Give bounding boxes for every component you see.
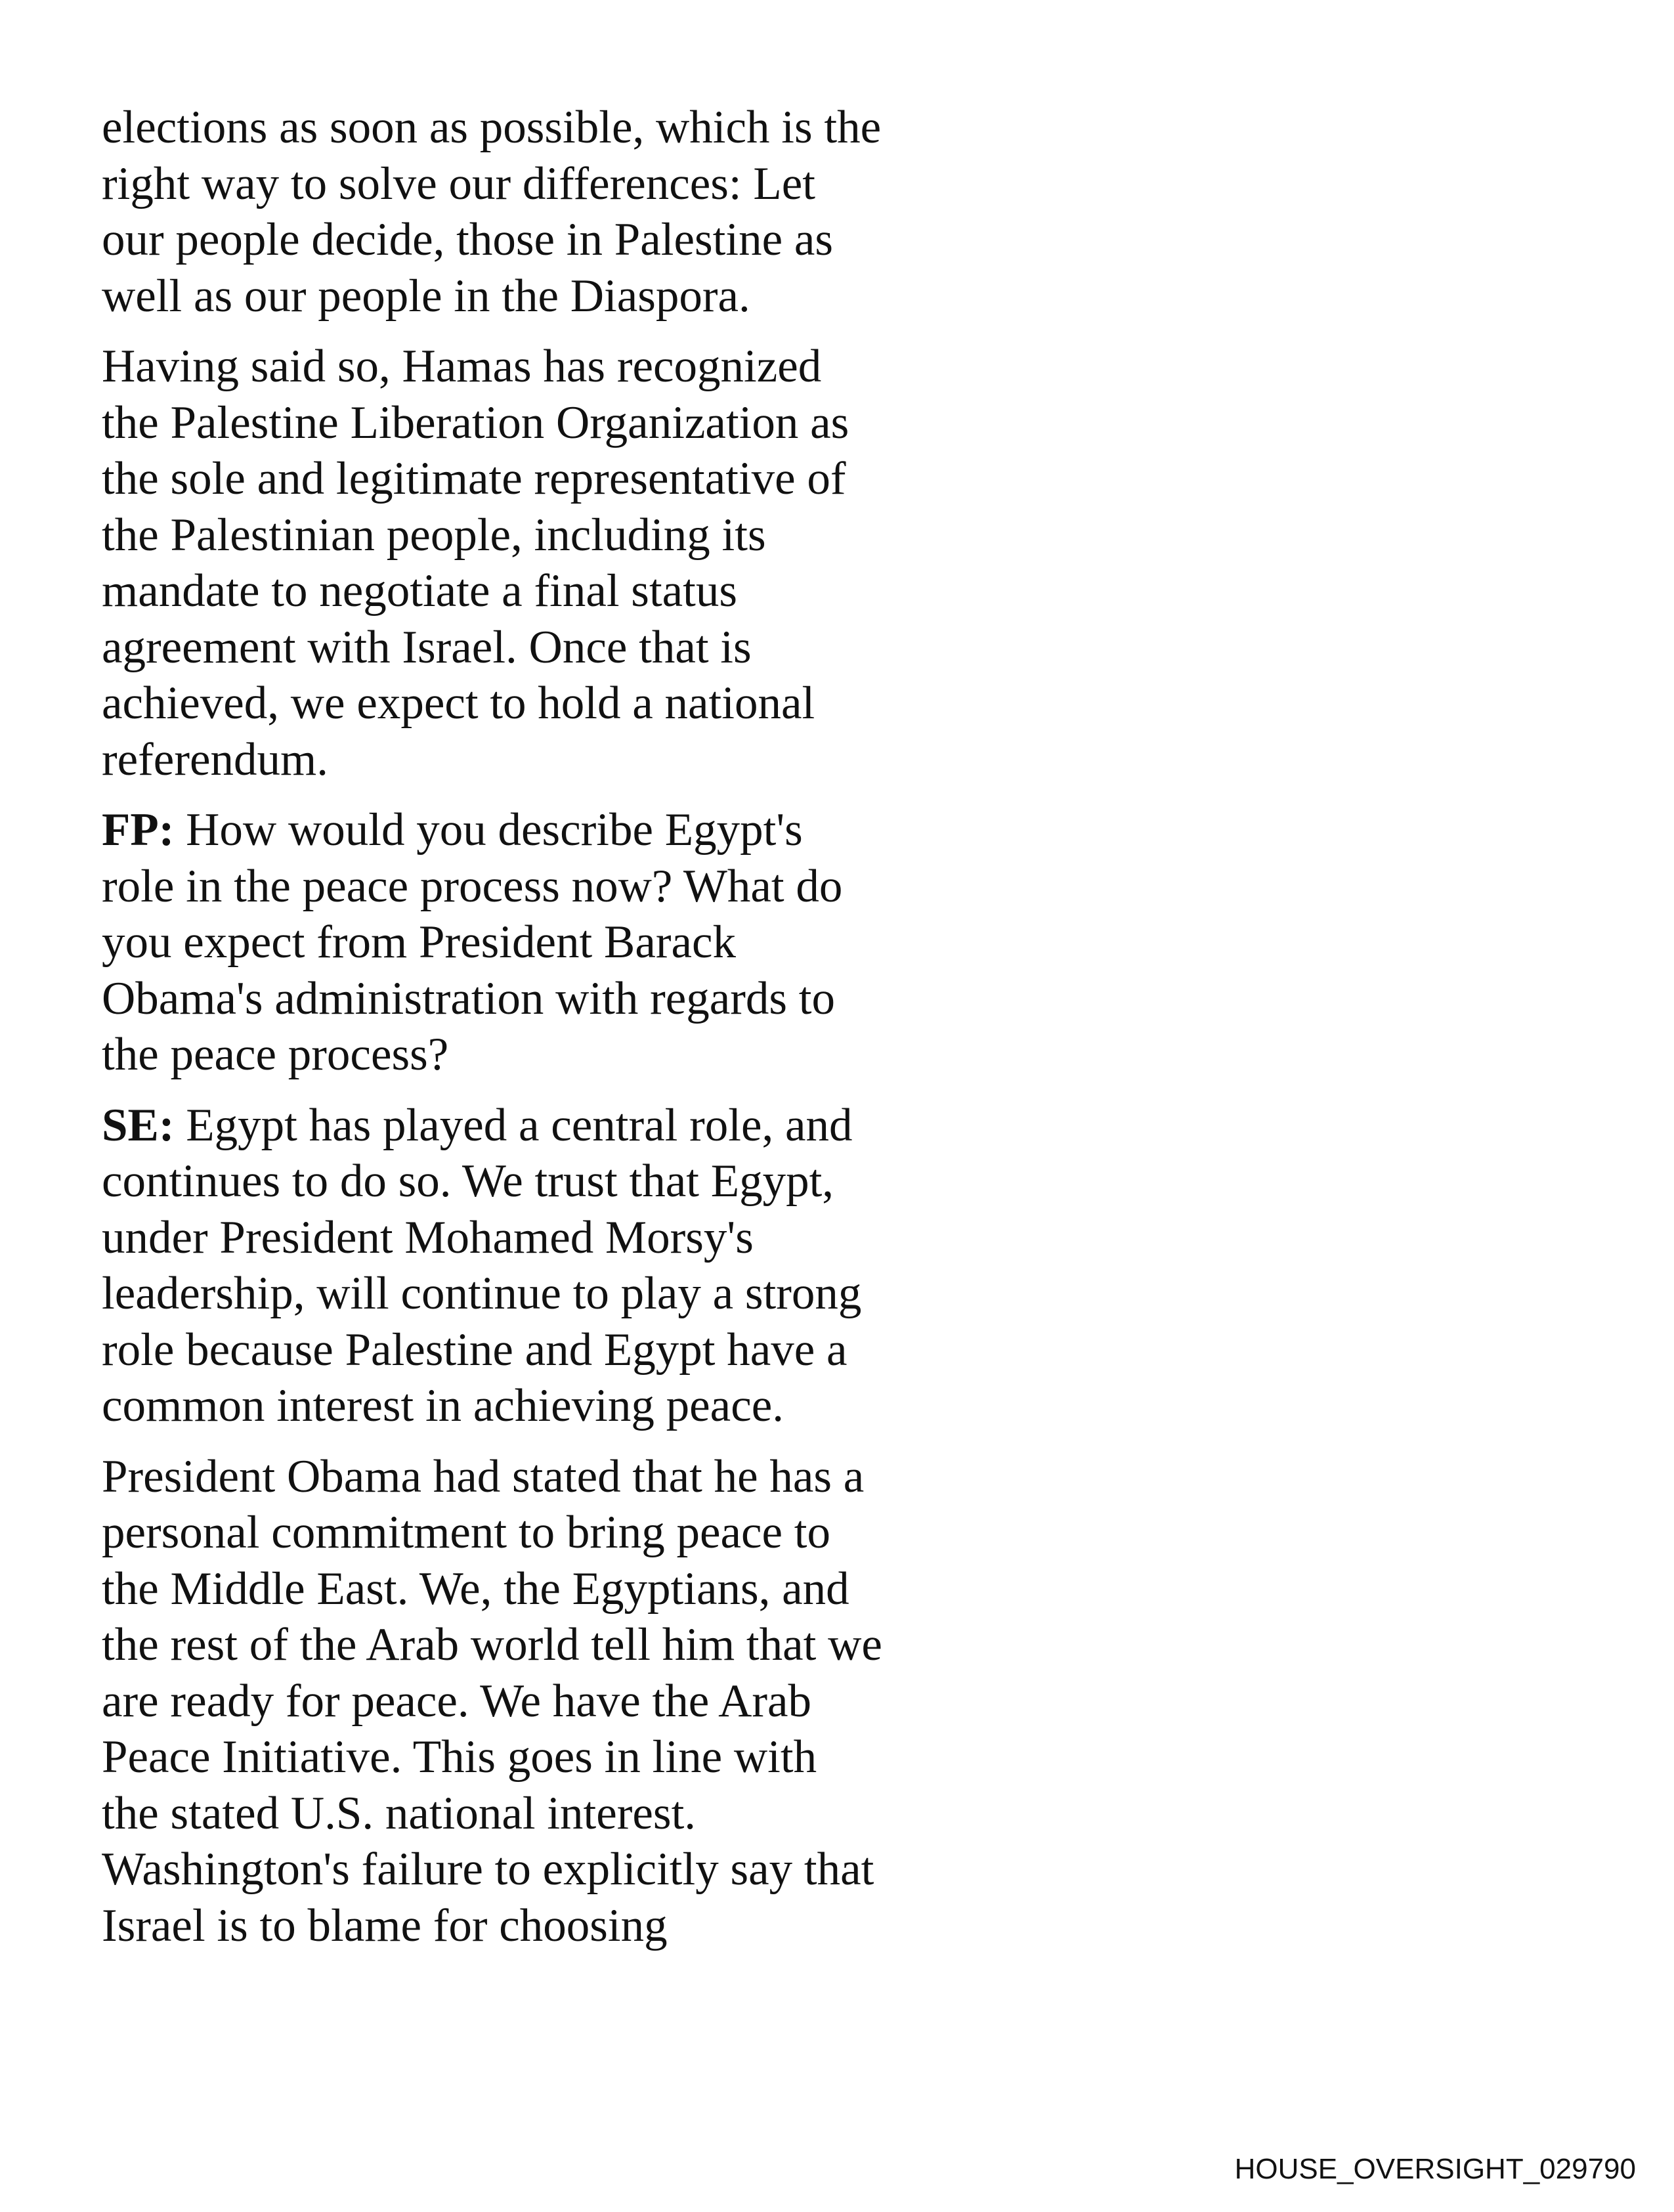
text-line [102, 802, 942, 859]
text-line: mandate to negotiate a final status [102, 565, 738, 617]
speaker-label-fp: FP: [102, 804, 175, 856]
text-line: Having said so, Hamas has recognized [102, 341, 822, 392]
text-line: our people decide, those in Palestine as [102, 214, 833, 265]
paragraph-obama [102, 1449, 942, 1955]
interview-text-column [102, 100, 942, 1968]
text-line: Peace Initiative. This goes in line with [102, 1731, 817, 1783]
text-line: well as our people in the Diaspora. [102, 270, 750, 322]
text-line: the Palestinian people, including its [102, 509, 766, 561]
text-line: achieved, we expect to hold a national [102, 678, 815, 729]
text-line: continues to do so. We trust that Egypt, [102, 1156, 834, 1207]
text-line: Israel is to blame for choosing [102, 1899, 668, 1951]
text-line: role because Palestine and Egypt have a [102, 1324, 848, 1376]
bates-number: HOUSE_OVERSIGHT_029790 [1234, 2153, 1636, 2185]
text-line: the sole and legitimate representative of [102, 453, 846, 504]
text-line: the Palestine Liberation Organization as [102, 397, 849, 448]
text-line: Washington's failure to explicitly say that [102, 1844, 874, 1895]
answer-text: Egypt has played a central role, and [174, 1099, 853, 1151]
text-line [102, 1098, 942, 1154]
paragraph-hamas-plo [102, 339, 942, 788]
text-line: common interest in achieving peace. [102, 1380, 784, 1431]
text-line: the Middle East. We, the Egyptians, and [102, 1563, 849, 1615]
text-line: role in the peace process now? What do [102, 860, 843, 912]
text-line: personal commitment to bring peace to [102, 1507, 831, 1558]
text-line: President Obama had stated that he has a [102, 1450, 865, 1502]
text-line: leadership, will continue to play a strong [102, 1268, 862, 1319]
text-line: referendum. [102, 733, 328, 785]
text-line: right way to solve our differences: Let [102, 158, 816, 209]
text-line: elections as soon as possible, which is the [102, 102, 882, 153]
text-line: you expect from President Barack [102, 917, 737, 968]
text-line: are ready for peace. We have the Arab [102, 1675, 812, 1727]
paragraph-fp-question [102, 802, 942, 1083]
text-line: under President Mohamed Morsy's [102, 1211, 754, 1263]
text-line: the peace process? [102, 1029, 449, 1080]
text-line: Obama's administration with regards to [102, 972, 836, 1024]
speaker-label-se: SE: [102, 1099, 175, 1151]
question-text: How would you describe Egypt's [174, 804, 803, 856]
text-line: the rest of the Arab world tell him that we [102, 1619, 882, 1670]
text-line: the stated U.S. national interest. [102, 1787, 697, 1839]
text-line: agreement with Israel. Once that is [102, 621, 752, 673]
paragraph-elections [102, 100, 942, 324]
paragraph-se-answer [102, 1098, 942, 1435]
